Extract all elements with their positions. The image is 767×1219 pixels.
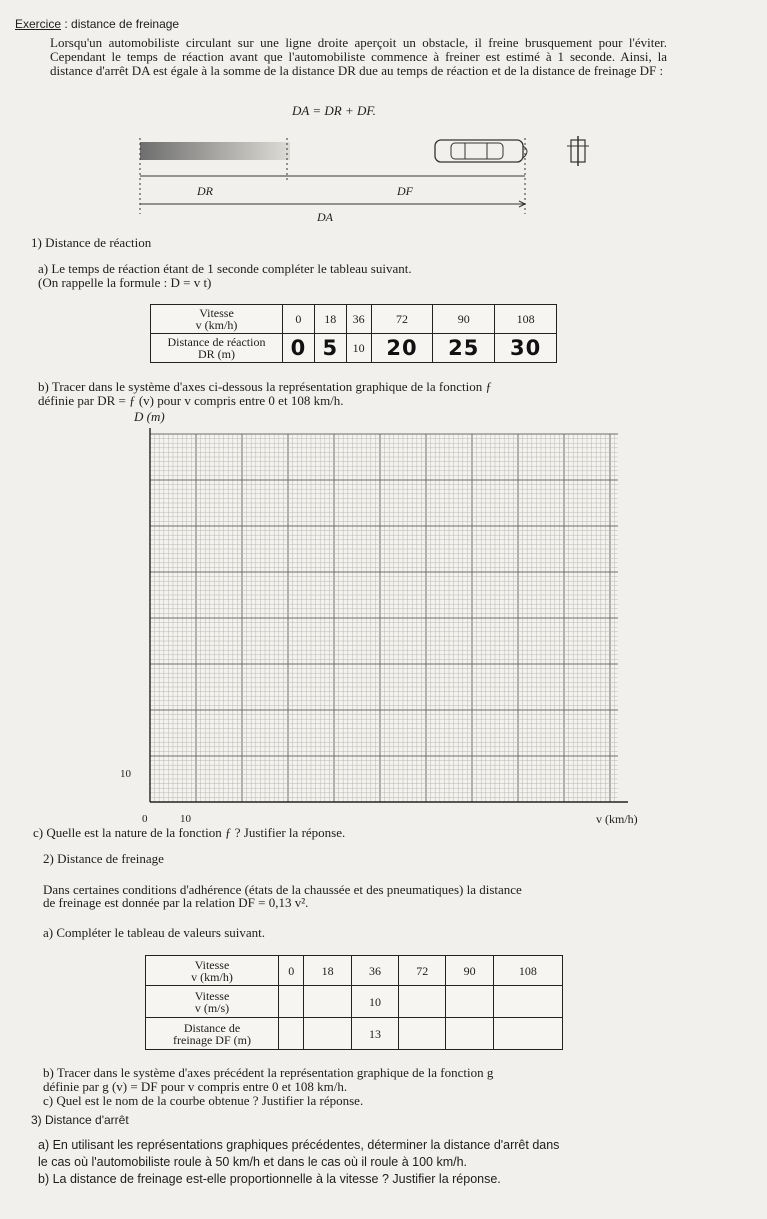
exercise-subtitle: : distance de freinage — [64, 17, 180, 31]
part2-intro-line2: de freinage est donnée par la relation DF = 0,13 v². — [43, 895, 309, 910]
table2-speed-cell: 90 — [446, 956, 493, 986]
table1-distance-cell: 20 — [371, 334, 433, 363]
part1-qb-line1: b) Tracer dans le système d'axes ci-dessous la représentation graphique de la fonction ƒ — [38, 379, 492, 394]
part1-qa-note: (On rappelle la formule : D = v t) — [38, 275, 212, 290]
graph-x-label: v (km/h) — [596, 812, 638, 826]
graph-grid — [118, 424, 638, 824]
table1-distance-cell: 10 — [346, 334, 371, 363]
diagram-drawing — [135, 132, 605, 232]
part1-qc: c) Quelle est la nature de la fonction ƒ ? Justifier la réponse. — [33, 825, 346, 840]
label-dr: DR — [197, 184, 213, 198]
intro-paragraph: Lorsqu'un automobiliste circulant sur une ligne droite aperçoit un obstacle, il freine brusquement pour l'éviter. Cependant le temps de réaction avant que l'automobiliste commence à freiner est estimé à 1 seconde. Ainsi, la distance d'arrêt DA est égale à la somme de la distance DR due au temps de réaction et de la distance de freinage DF : — [50, 35, 667, 78]
table2-header-speed: Vitesse v (km/h) — [146, 956, 279, 986]
label-df: DF — [397, 184, 413, 198]
graph-y-label: D (m) — [134, 409, 165, 424]
reaction-table — [150, 304, 557, 363]
braking-diagram — [135, 132, 605, 232]
table2-ms-cell — [304, 986, 351, 1018]
table1-header-speed: Vitesse v (km/h) — [151, 305, 283, 334]
table2-braking-cell — [304, 1018, 351, 1050]
table2-braking-cell — [493, 1018, 562, 1050]
table2-ms-cell — [493, 986, 562, 1018]
part2-qb-line2: définie par g (v) = DF pour v compris entre 0 et 108 km/h. — [43, 1079, 348, 1094]
part1-qa: a) Le temps de réaction étant de 1 seconde compléter le tableau suivant. — [38, 261, 412, 276]
intro-formula: DA = DR + DF. — [292, 103, 376, 118]
part1-title: 1) Distance de réaction — [31, 235, 152, 250]
table1-speed-cell: 108 — [495, 305, 557, 334]
part2-qb-line1: b) Tracer dans le système d'axes précédent la représentation graphique de la fonction g — [43, 1065, 494, 1080]
table1-speed-cell: 0 — [283, 305, 315, 334]
obstacle-icon — [567, 136, 589, 166]
table1-header-distance: Distance de réaction DR (m) — [151, 334, 283, 363]
table1-distance-cell: 5 — [314, 334, 346, 363]
part3-title: 3) Distance d'arrêt — [31, 1113, 129, 1127]
table2-braking-cell — [279, 1018, 304, 1050]
table2-braking-cell — [446, 1018, 493, 1050]
graph-y-tick: 10 — [120, 768, 131, 780]
exercise-label: Exercice — [15, 17, 62, 31]
part2-qa: a) Compléter le tableau de valeurs suivant. — [43, 925, 266, 940]
table1-distance-cell: 0 — [283, 334, 315, 363]
table1-speed-cell: 36 — [346, 305, 371, 334]
table2-speed-cell: 36 — [351, 956, 398, 986]
table2-header-speed-ms: Vitesse v (m/s) — [146, 986, 279, 1018]
table2-braking-cell — [399, 1018, 446, 1050]
label-da: DA — [317, 210, 333, 224]
table1-speed-cell: 90 — [433, 305, 495, 334]
table2-speed-cell: 18 — [304, 956, 351, 986]
table1-distance-cell: 25 — [433, 334, 495, 363]
table2-ms-cell — [446, 986, 493, 1018]
table2-speed-cell: 0 — [279, 956, 304, 986]
reaction-zone — [140, 142, 290, 160]
table2-braking-cell: 13 — [351, 1018, 398, 1050]
graph-paper — [118, 424, 638, 824]
braking-table — [145, 955, 563, 1050]
part3-qa-line2: le cas où l'automobiliste roule à 50 km/h et dans le cas où il roule à 100 km/h. — [38, 1155, 468, 1169]
table2-speed-cell: 72 — [399, 956, 446, 986]
part2-intro-line1: Dans certaines conditions d'adhérence (états de la chaussée et des pneumatiques) la distance — [43, 882, 522, 897]
table1-speed-cell: 18 — [314, 305, 346, 334]
table2-speed-cell: 108 — [493, 956, 562, 986]
car-icon — [435, 140, 527, 162]
table1-speed-cell: 72 — [371, 305, 433, 334]
table2-ms-cell: 10 — [351, 986, 398, 1018]
part3-qb: b) La distance de freinage est-elle proportionnelle à la vitesse ? Justifier la réponse. — [38, 1172, 501, 1186]
exercise-title — [15, 17, 179, 31]
table2-ms-cell — [279, 986, 304, 1018]
graph-origin: 0 — [142, 813, 148, 825]
table1-distance-cell: 30 — [495, 334, 557, 363]
part1-qb-line2: définie par DR = ƒ (v) pour v compris entre 0 et 108 km/h. — [38, 393, 344, 408]
part2-title: 2) Distance de freinage — [43, 851, 164, 866]
table2-ms-cell — [399, 986, 446, 1018]
graph-x-tick: 10 — [180, 813, 191, 825]
part3-qa-line1: a) En utilisant les représentations graphiques précédentes, déterminer la distance d'arrêt dans — [38, 1138, 560, 1152]
table2-header-braking: Distance de freinage DF (m) — [146, 1018, 279, 1050]
part2-qc: c) Quel est le nom de la courbe obtenue ? Justifier la réponse. — [43, 1093, 364, 1108]
